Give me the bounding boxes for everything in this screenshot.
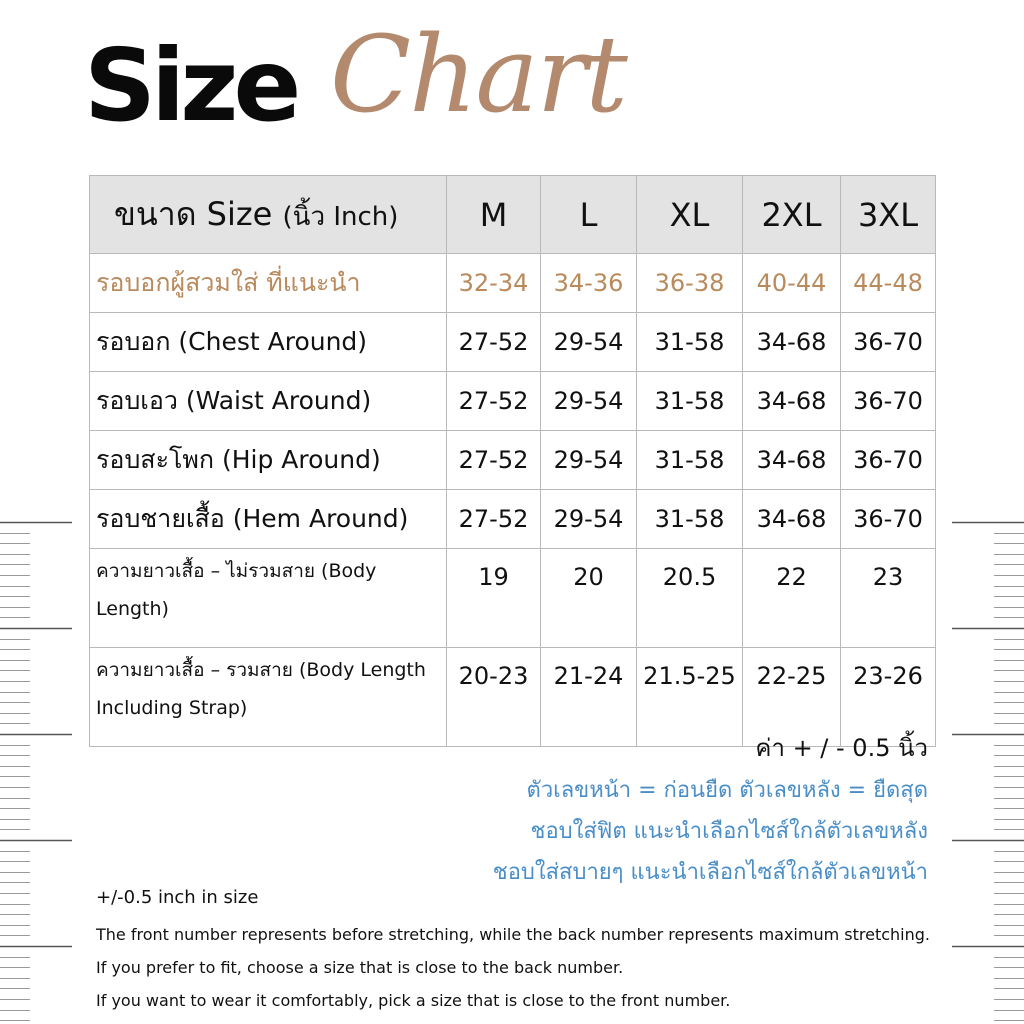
table-row-chest: [90, 313, 936, 372]
table-cell: 19: [447, 549, 541, 648]
table-row-hip: [90, 431, 936, 490]
title-script-word: Chart: [330, 13, 626, 136]
table-cell: 31-58: [637, 431, 743, 490]
table-cell: 34-36: [541, 254, 637, 313]
row-label: รอบอก (Chest Around): [90, 313, 447, 372]
left-ruler-decoration: [0, 0, 80, 1024]
header-label-main: ขนาด Size: [114, 195, 273, 233]
table-cell: 36-70: [841, 372, 936, 431]
table-cell: 36-70: [841, 313, 936, 372]
table-cell: 21-24: [541, 648, 637, 747]
table-row-waist: [90, 372, 936, 431]
row-label: รอบอกผู้สวมใส่ ที่แนะนำ: [90, 254, 447, 313]
table-cell: 32-34: [447, 254, 541, 313]
size-header-xl: XL: [637, 176, 743, 254]
table-cell: 20.5: [637, 549, 743, 648]
tolerance-note: ค่า + / - 0.5 นิ้ว: [755, 734, 928, 762]
table-cell: 34-68: [743, 490, 841, 549]
table-cell: 27-52: [447, 490, 541, 549]
row-label: รอบเอว (Waist Around): [90, 372, 447, 431]
table-cell: 29-54: [541, 313, 637, 372]
table-cell: 27-52: [447, 313, 541, 372]
table-cell: 31-58: [637, 490, 743, 549]
table-cell: 40-44: [743, 254, 841, 313]
table-cell: 31-58: [637, 372, 743, 431]
table-cell: 29-54: [541, 490, 637, 549]
table-cell: 29-54: [541, 372, 637, 431]
comfort-note-th: ชอบใส่สบายๆ แนะนำเลือกไซส์ใกล้ตัวเลขหน้า: [492, 860, 928, 885]
table-cell: 36-70: [841, 431, 936, 490]
fit-note-th: ชอบใส่ฟิต แนะนำเลือกไซส์ใกล้ตัวเลขหลัง: [530, 819, 928, 844]
table-cell: 21.5-25: [637, 648, 743, 747]
table-cell: 22: [743, 549, 841, 648]
table-cell: 36-70: [841, 490, 936, 549]
comfort-note-en: If you want to wear it comfortably, pick a size that is close to the front number.: [96, 991, 731, 1010]
title-bold-word: Size: [84, 27, 297, 144]
size-header-l: L: [541, 176, 637, 254]
header-label-unit: (นิ้ว Inch): [282, 202, 399, 232]
header-label-cell: [90, 176, 447, 254]
table-cell: 36-38: [637, 254, 743, 313]
table-row-hem: [90, 490, 936, 549]
fit-note-en: If you prefer to fit, choose a size that is close to the back number.: [96, 958, 624, 977]
table-row-body-length: [90, 549, 936, 648]
table-cell: 22-25: [743, 648, 841, 747]
row-label: รอบชายเสื้อ (Hem Around): [90, 490, 447, 549]
table-cell: 34-68: [743, 431, 841, 490]
table-cell: 34-68: [743, 372, 841, 431]
size-header-3xl: 3XL: [841, 176, 936, 254]
table-header-row: [90, 176, 936, 254]
table-cell: 34-68: [743, 313, 841, 372]
size-header-2xl: 2XL: [743, 176, 841, 254]
table-cell: 27-52: [447, 431, 541, 490]
table-cell: 20-23: [447, 648, 541, 747]
stretch-note-en: The front number represents before stretching, while the back number represents maximum stretching.: [96, 925, 930, 944]
table-cell: 31-58: [637, 313, 743, 372]
size-header-m: M: [447, 176, 541, 254]
table-cell: 20: [541, 549, 637, 648]
table-cell: 23-26: [841, 648, 936, 747]
row-label: รอบสะโพก (Hip Around): [90, 431, 447, 490]
table-row-recommended-chest: [90, 254, 936, 313]
row-label: ความยาวเสื้อ – ไม่รวมสาย (Body Length): [90, 549, 447, 648]
table-cell: 27-52: [447, 372, 541, 431]
tolerance-note-en: +/-0.5 inch in size: [96, 887, 259, 908]
stretch-note-th: ตัวเลขหน้า = ก่อนยืด ตัวเลขหลัง = ยืดสุด: [526, 778, 928, 803]
table-cell: 23: [841, 549, 936, 648]
table-cell: 29-54: [541, 431, 637, 490]
table-cell: 44-48: [841, 254, 936, 313]
right-ruler-decoration: [944, 0, 1024, 1024]
row-label: ความยาวเสื้อ – รวมสาย (Body Length Including Strap): [90, 648, 447, 747]
size-chart-table: [89, 175, 936, 747]
